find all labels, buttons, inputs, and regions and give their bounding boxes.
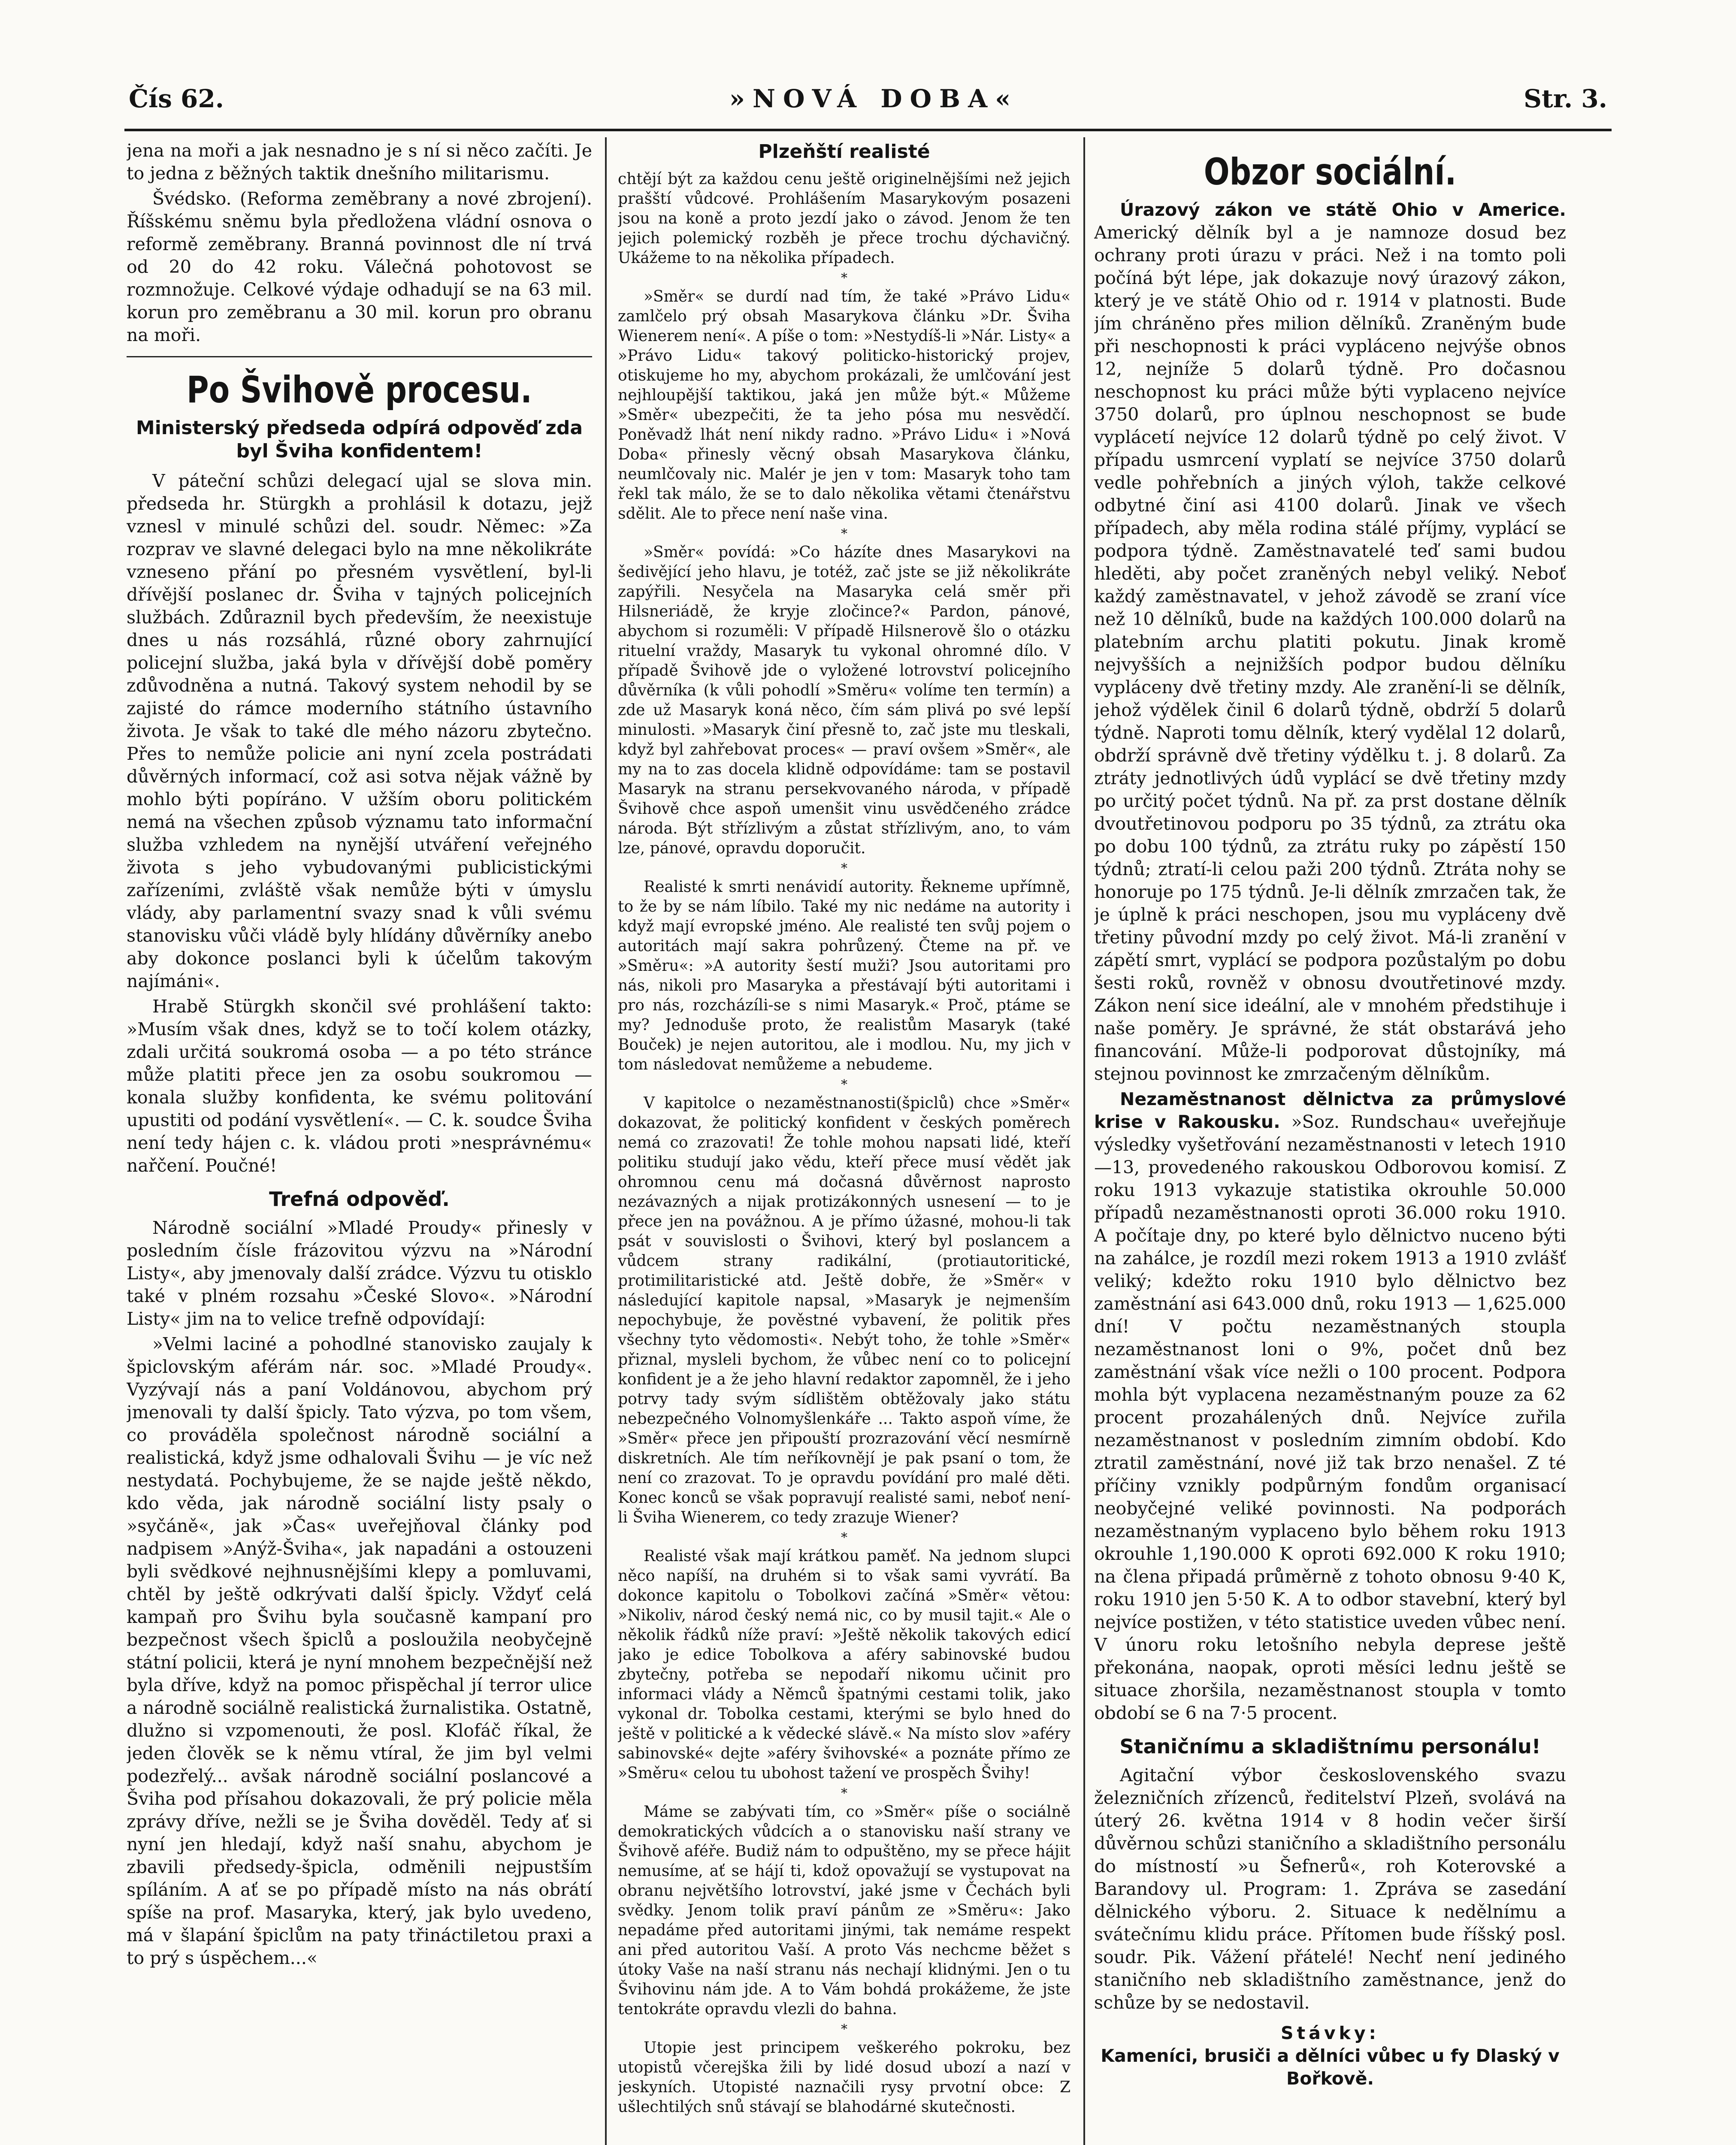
heading-plzensti-realiste: Plzeňští realisté (758, 141, 930, 163)
column-left (127, 139, 592, 2145)
column-right (1094, 139, 1566, 2145)
article-paragraph: Národně sociální »Mladé Proudy« přinesly v posledním čísle frázovitou výzvu na »Národní Listy«, aby jmenovaly další zrádce. Výzvu tu otisklo také v plném rozsahu »České Slovo«. »Národní Listy« jim na to velice trefně odpovídají: (127, 1218, 592, 1329)
news-unemployment (1094, 1088, 1566, 1725)
news-ohio (1094, 199, 1566, 1085)
column-divider (605, 137, 607, 2145)
header-rule (124, 129, 1612, 131)
column-divider (1083, 137, 1085, 2145)
separator-star: * (841, 1077, 847, 1092)
article-paragraph: »Směr« povídá: »Co házíte dnes Masarykovi na šedivějící jeho hlavu, je totéž, zač jste se již několikráte zapýřili. Nesyčela na Masaryka celá směr při Hilsneriádě, že kryje zločince?« Pardon, pánové, abychom si rozuměli: V případě Hilsnerově šlo o otázku rituelní vraždy, Masaryk tu vykonal ohromné dílo. V případě Švihově jde o vyložené lotrovství policejního důvěrníka (k vůli pohodlí »Směru« volíme ten termín) a zde už Masaryk koná něco, čím sám plivá po své lepší minulosti. »Masaryk činí přesně to, zač jste mu tleskali, když byl zahřebovat proces« — praví ovšem »Směr«, ale my na to zas docela klidně odpovídáme: tam se postavil Masaryk na stranu persekvovaného národa, v případě Švihově chce aspoň umenšit vinu usvědčeného zrádce národa. Být střízlivým a zůstat střízlivým, ano, to vám lze, pánové, opravdu doporučit. (618, 544, 1071, 857)
article-paragraph: Realisté k smrti nenávidí autority. Řekneme upřímně, to že by se nám líbilo. Také my nic nedáme na autority i když mají evropské jméno. Ale realisté ten svůj pojem o autoritách mají sakra pohrůzený. Čteme na př. ve »Směru«: »A autority šestí muži? Jsou autoritami pro nás, nikoli pro Masaryka a přestávají býti autoritami i pro nás, rozcházíli-se s nimi Masaryk.« Proč, ptáme se my? Jednoduše proto, že realistům Masaryk (také Bouček) je nejen autoritou, ale i modlou. Nu, my jich v tom následovat nemůžeme a nebudeme. (618, 878, 1071, 1073)
news-unemployment-body: »Soz. Rundschau« uveřejňuje výsledky vyšetřování nezaměstnanosti v letech 1910—13, provedeného rakouskou Odborovou komisí. Z roku 1913 vykazuje statistika okrouhle 50.000 případů nezaměstnanosti oproti 36.000 roku 1910. A počítaje dny, po které bylo dělnictvo nuceno býti na zahálce, je rozdíl mezi rokem 1913 a 1910 zvlášť veliký; kdežto roku 1910 bylo dělnictvo bez zaměstnání asi 643.000 dnů, roku 1913 — 1,625.000 dní! V počtu nezaměstnaných stoupla nezaměstnanost loni o 9%, počet dnů bez zaměstnání však více nežli o 100 procent. Podpora mohla být vyplacena nezaměstnaným pouze za 62 procent prozahálených dnů. Nejvíce zuřila nezaměstnanost v posledním zimním období. Kdo ztratil zaměstnání, nové již tak brzo nenašel. Z té příčiny vznikly podpůrným fondům organisací neobyčejné veliké povinnosti. Na podporách nezaměstnaným vyplaceno bylo během roku 1913 okrouhle 1,190.000 K oproti 692.000 K roku 1910; na člena připadá průměrně z tohoto obnosu 9·40 K, roku 1910 jen 5·50 K. A to odbor stavební, který byl nejvíce postižen, v této statistice uveden vůbec není. V únoru roku letošního nebyla deprese ještě překonána, naopak, oproti měsíci lednu ještě se situace zhoršila, nezaměstnanost stoupla v tomto období se 6 na 7·5 procent. (1094, 1112, 1566, 1723)
article-paragraph: V kapitolce o nezaměstnanosti(špiclů) chce »Směr« dokazovat, že politický konfident v českých poměrech nemá co zrazovati! Že tohle mohou napsati lidé, kteří politiku studují jako vědu, kteří přece musí vědět jak ohromnou cenu má dočasná důvěrnost naprosto nezávazných a nijak protizákonných usnesení — to je přece jen na povážnou. A je přímo úžasné, mohou-li tak psát v souvislosti o Švihovi, který byl poslancem a vůdcem strany radikální, (protiautoritické, protimilitaristické atd. Ještě dobře, že »Směr« v následující kapitole napsal, »Masaryk je nejmenším nepochybuje, že pověstné vybavení, že politik přes všechny tyto vědomosti«. Nebýt toho, že tohle »Směr« přiznal, mysleli bychom, že vůbec není co to policejní konfident je a že jeho hlavní redaktor zapomněl, že i jeho potrvy tady svým sídlištěm obtěžovaly jako státu nebezpečného Volnomyšlenkáře ... Takto aspoň víme, že »Směr« přece jen připouští prozrazování věcí nesmírně diskretních. Ale tím neříkovnějí je pak psaní o tom, že není co zrazovat. To je opravdu povídání pro malé děti. Konec konců se však popravují realisté sami, neboť není-li Šviha Wienerem, co tedy zrazuje Wiener? (618, 1094, 1071, 1526)
article-continuation: jena na moři a jak nesnadno je s ní si něco začíti. Je to jedna z běžných taktik dnešního militarismu. (127, 140, 592, 184)
article-paragraph: Hrabě Stürgkh skončil své prohlášení takto: »Musím však dnes, když se to točí kolem otázky, zdali určitá soukromá osoba — a po této stránce může platiti přece jen za osobu soukromou — konala služby konfidenta, ke svému politování upustiti od podání vysvětlení«. — C. k. soudce Šviha není tedy hájen c. k. vládou proti »nesprávnému« nařčení. Poučné! (127, 996, 592, 1176)
section-rule (127, 356, 592, 357)
separator-star: * (841, 271, 847, 286)
headline-obzor-socialni: Obzor sociální. (1204, 151, 1457, 193)
issue-number: Čís 62. (129, 84, 224, 113)
separator-star: * (841, 2022, 847, 2037)
article-paragraph: Utopie jest principem veškerého pokroku, bez utopistů včerejška žili by lidé dosud ubozí a nazí v jeskyních. Utopisté naznačili rysy prvotní obce: Z ušlechtilých snů stávají se blahodárné skutečnosti. (618, 2039, 1071, 2116)
subheadline-konfident: Ministerský předseda odpírá odpověď zda byl Šviha konfidentem! (136, 417, 583, 462)
masthead-title: »NOVÁ DOBA« (729, 84, 1019, 113)
strike-notice: Kameníci, brusiči a dělníci vůbec u fy Dlaský v Bořkově. (1101, 2045, 1560, 2089)
heading-stanicnimu-personalu: Staničnímu a skladištnímu personálu! (1119, 1735, 1541, 1758)
news-ohio-lead: Úrazový zákon ve státě Ohio v Americe. (1120, 199, 1566, 220)
separator-star: * (841, 1530, 847, 1545)
headline-svihuv-proces: Po Švihově procesu. (187, 369, 532, 411)
article-paragraph: Máme se zabývati tím, co »Směr« píše o sociálně demokratických vůdcích a o stanovisku naší strany ve Švihově aféře. Budiž nám to odpuštěno, my se přece hájit nemusíme, ať se hájí ti, kdož opovažují se vystupovat na obranu největšího lotrovství, jaké jsme v Čechách byli svědky. Jenom tolik praví pánům ze »Směru«: Jako nepadáme před autoritami jinými, tak nemáme respekt ani před autoritou Vaší. A proto Vás nechcme běžet s útoky Vaše na naší stranu nás nechají klidnými. Jen o tu Švihovinu nám jde. A to Vám bohdá prokážeme, že jste tentokráte opravdu vlezli do bahna. (618, 1803, 1071, 2018)
article-paragraph: »Směr« se durdí nad tím, že také »Právo Lidu« zamlčelo prý obsah Masarykova článku »Dr. Šviha Wienerem není«. A píše o tom: »Nestydíš-li »Nár. Listy« a »Právo Lidu« takový politicko-historický projev, otiskujeme ho my, abychom prokázali, že umlčování jest nejhloupější taktikou, jaká jen může být.« Můžeme »Směr« ubezpečiti, že ta jeho pósa mu nesvědčí. Poněvadž lhát není nikdy radno. »Právo Lidu« i »Nová Doba« přinesly věcný obsah Masarykova článku, neumlčovaly nic. Malér je jen v tom: Masaryk toho tam řekl tak málo, že se to dalo několika větami čtenářstvu sdělit. Ale to přece není naše vina. (618, 288, 1071, 523)
article-paragraph: chtějí být za každou cenu ještě originelnějšími než jejich prašští vůdcové. Prohlášením Masarykovým posazeni jsou na koně a proto jezdí jako o závod. Jenom že ten jejich polemický rozběh je přece trochu dýchavičný. Ukážeme to na několika případech. (618, 170, 1071, 267)
separator-star: * (841, 861, 847, 876)
article-paragraph: V páteční schůzi delegací ujal se slova min. předseda hr. Stürgkh a prohlásil k dotazu, jejž vznesl v minulé schůzi del. soudr. Němec: »Za rozprav ve slavné delegaci bylo na mne několikráte vzneseno přání po přesném vysvětlení, byl-li dřívější poslanec dr. Šviha v tajných policejních službách. Zdůraznil bych především, že neexistuje dnes u nás rozsáhlá, různé obory zahrnující policejní služba, jaká byla v dřívější době poměry zdůvodněna a nutná. Takový system nehodil by se zajisté do rámce moderního státního ústavního života. Je však to také dle mého názoru zbytečno. Přes to nemůže policie ani nyní zcela postrádati důvěrných informací, což asi sotva nějak vážně by mohlo býti popíráno. V užším oboru politickém nemá na všechen způsob významu tato informační služba vzhledem na nynější utváření veřejného života s jeho vybudovanými publicistickými zařízeními, zvláště však nemůže býti v úmyslu vlády, aby parlamentní svazy snad k vůli svému stanovisku vůči vládě byly hlídány důvěrníky anebo aby dokonce poslanci byli k účelům takovým najímáni«. (127, 471, 592, 991)
article-paragraph: Realisté však mají krátkou paměť. Na jednom slupci něco napíší, na druhém si to však sami vyvrátí. Ba dokonce kapitolu o Tobolkovi začíná »Směr« větou: »Nikoliv, národ český nemá nic, co by musil tajit.« Ale o několik řádků níže praví: »Ještě několik takových edicí jako je edice Tobolkova a aféry sabinovské budou zbytečny, potřeba se nepodaří nikomu učinit pro informaci vlády a Němců špatnými cestami tolik, jako vykonal dr. Tobolka cestami, kterými se bylo hned do ještě v politické a k vědecké slávě.« Na místo slov »aféry sabinovské« dejte »aféry švihovské« a poznáte přímo ze »Směru« celou tu ubohost tažení ve prospěch Švihy! (618, 1547, 1071, 1782)
separator-star: * (841, 1786, 847, 1801)
article-paragraph: Agitační výbor československého svazu železničních zřízenců, ředitelství Plzeň, svolává na úterý 26. května 1914 v 8 hodin večer širší důvěrnou schůzi staničního a skladištního personálu do místností »u Šefnerů«, roh Koterovské a Barandovy ul. Program: 1. Zpráva se zasedání dělnického výboru. 2. Situace k nedělnímu a svátečnímu klidu práce. Přítomen bude říšský posl. soudr. Pik. Vážení přátelé! Nechť není jediného staničního neb skladištního zaměstnance, jenž do schůze by se nedostavil. (1094, 1765, 1566, 2013)
page-header (129, 75, 1607, 122)
page-number: Str. 3. (1524, 84, 1607, 113)
separator-star: * (841, 526, 847, 541)
article-paragraph: »Velmi laciné a pohodlné stanovisko zaujaly k špiclovským aférám nár. soc. »Mladé Proudy«. Vyzývají nás a paní Voldánovou, abychom prý jmenovali ty další špicly. Tato výzva, po tom všem, co prováděla společnost národně sociální a realistická, když jsme odhalovali Švihu — je víc než nestydatá. Pochybujeme, že se najde ještě někdo, kdo věda, jak národně sociální listy psaly o »syčáně«, jak »Čas« uveřejňoval články pod nadpisem »Anýž-Šviha«, jak napadáni a ostouzeni byli svědkové nejhnusnějšími klepy a pomluvami, chtěl by ještě odkrývati další špicly. Vždyť celá kampaň pro Švihu byla současně kampaní pro bezpečnost všech špiclů a posloužila neobyčejně státní policii, která je nyní mnohem bezpečnější než byla dříve, když na pomoc přispěchal jí terror ulice a národně sociálně realistická žurnalistika. Ostatně, dlužno si vzpomenouti, že posl. Klofáč říkal, že jeden člověk se k němu vtíral, že jim byl velmi podezřelý... avšak národně sociální poslancové a Šviha pod přísahou dokazovali, že prý policie měla zprávy dříve, nežli se je Šviha dověděl. Tedy ať si nyní jen hledají, když naší snahu, abychom je zbavili předsedy-špicla, odměnili nejpustším spíláním. A ať se po případě místo na nás obrátí spíše na prof. Masaryka, který, jak bylo uvedeno, má v šlapání špiclům na paty třináctiletou praxi a to prý s úspěchem...« (127, 1334, 592, 1968)
news-unemployment-lead: Nezaměstnanost dělnictva za průmyslové krise v Rakousku. (1094, 1089, 1566, 1132)
news-sweden: Švédsko. (Reforma zeměbrany a nové zbrojení). Říšskému sněmu byla předložena vládní osnova o reformě zeměbrany. Branná povinnost dle ní trvá od 20 do 42 roku. Válečná pohotovost se rozmnožuje. Celkové výdaje odhadují se na 63 mil. korun pro zeměbranu a 30 mil. korun pro obranu na moři. (127, 188, 592, 345)
heading-trefna-odpoved: Trefná odpověď. (269, 1187, 450, 1211)
column-middle (618, 139, 1071, 2145)
news-ohio-body: Americký dělník byl a je namnoze dosud bez ochrany proti úrazu v práci. Než i na tomto poli počíná být lépe, jak dokazuje nový úrazový zákon, který je ve státě Ohio od r. 1914 v platnosti. Bude jím chráněno přes milion dělníků. Zraněným bude při neschopnosti k práci vypláceno nejvýše obnos 12, nejníže 5 dolarů týdně. Pro dočasnou neschopnost ku práci může býti vyplaceno nejvíce 3750 dolarů, pro úplnou neschopnost se bude vyplácetí nejvíce 12 dolarů týdně po celý život. V případu usmrcení vyplatí se nejvíce 3750 dolarů vedle pohřebních a jiných výloh, takže celkové odbytné činí asi 4100 dolarů. Jinak ve všech případech, aby měla rodina stálé příjmy, vyplácí se podpora týdně. Zaměstnavatelé teď sami budou hleděti, aby počet zraněných nebyl veliký. Neboť každý zaměstnavatel, v jehož závodě se zraní více než 10 dělníků, bude na každých 100.000 dolarů na platebním archu platiti pokutu. Jinak kromě nejvyšších a nejnižších podpor budou dělníku vypláceny dvě třetiny mzdy. Ale zranění-li se dělník, jehož výdělek činil 6 dolarů týdně, obdrží 5 dolarů týdně. Naproti tomu dělník, který vydělal 12 dolarů, obdrží správně dvě třetiny výdělku t. j. 8 dolarů. Za ztráty jednotlivých údů vyplácí se dvě třetiny mzdy po určitý počet týdnů. Na př. za prst dostane dělník dvoutřetinovou podporu po 35 týdnů, za ztrátu oka po dobu 100 týdnů, za ztrátu ruky po zápěstí 150 týdnů; ztratí-li celou paži 200 týdnů. Ztráta nohy se honoruje po 175 týdnů. Je-li dělník zmrzačen tak, že je úplně k práci neschopen, jsou mu vypláceny dvě třetiny původní mzdy po celý život. Má-li zranění v zápětí smrt, vyplácí se podpora pozůstalým po dobu šesti roků, rovněž v obnosu dvoutřetinové mzdy. Zákon není sice ideální, ale v mnohém předstihuje i naše poměry. Je správné, že stát obstarává jeho financování. Může-li podporovat důstojníky, má stejnou povinnost ke zmrzačeným dělníkům. (1094, 222, 1566, 1084)
heading-stavky: Stávky: (1281, 2023, 1379, 2043)
